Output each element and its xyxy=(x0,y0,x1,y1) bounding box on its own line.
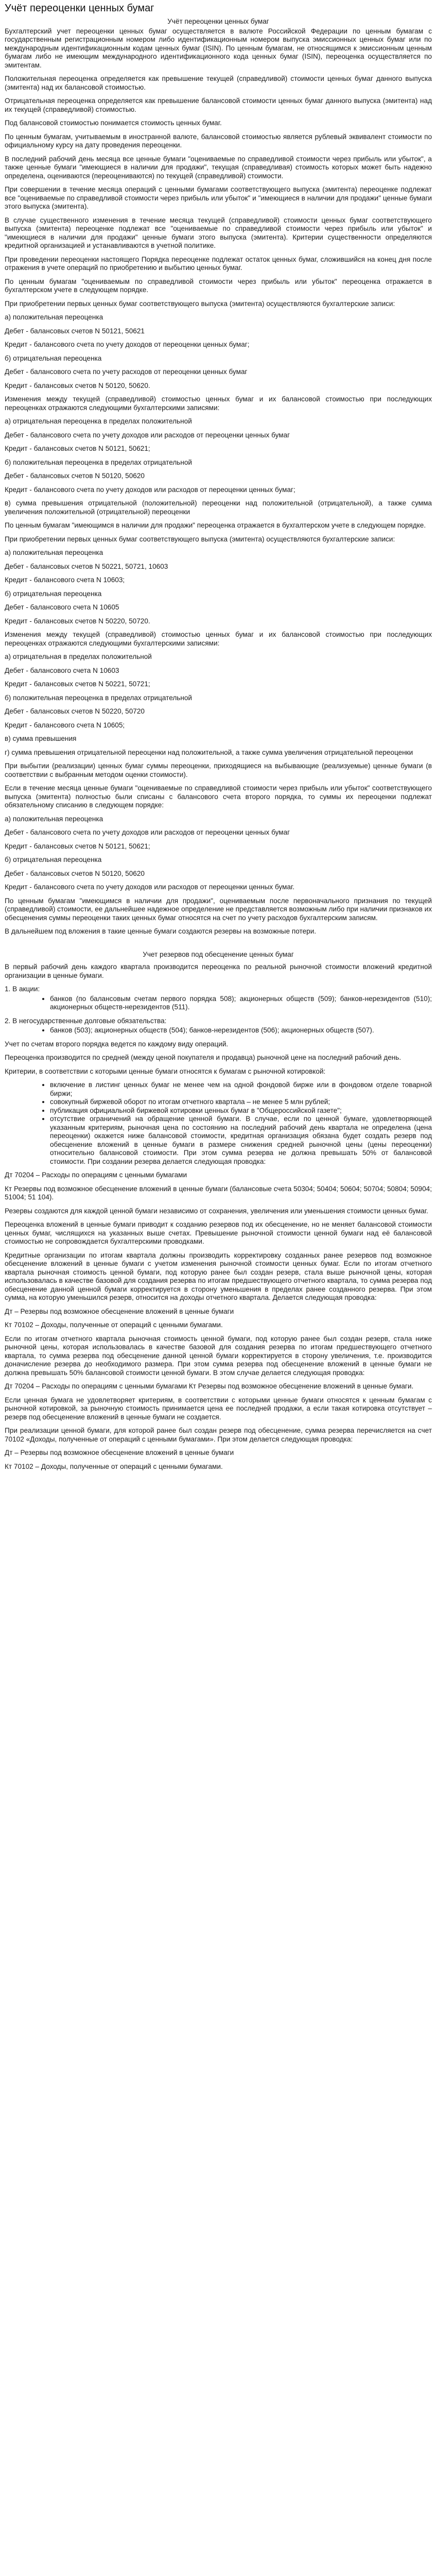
paragraph: Бухгалтерский учет переоценки ценных бумаг осуществляется в валюте Российской Федерации по ценным бумагам с государственным регистрационным номером либо идентификационным номером выпуска эмиссионных ценных бумаг или по международным идентификационным кодам ценных бумаг (ISIN). По ценным бумагам, не относящимся к эмиссионным ценным бумагам либо не имеющим международного идентификационного кода ценных бумаг (ISIN), переоценка осуществляется по эмитентам. xyxy=(5,27,432,69)
bullet-list xyxy=(5,1026,432,1035)
paragraph: Кт 70102 – Доходы, полученные от операций с ценными бумагами. xyxy=(5,1321,223,1329)
paragraph: Кредит - балансовых счетов N 50121, 50621; xyxy=(5,842,150,850)
paragraph: В первый рабочий день каждого квартала производится переоценка по реальной рыночной стоимости вложений кредитной организации в ценные бумаги. xyxy=(5,963,432,979)
paragraph: В случае существенного изменения в течение месяца текущей (справедливой) стоимости ценных бумаг соответствующего выпуска (эмитента) переоценке подлежат все "оцениваемые по справедливой стоимости через прибыль или убыток" и "имеющиеся в наличии для продажи" ценные бумаги этого выпуска (эмитента). Критерии существенности определяются кредитной организацией и устанавливаются в учетной политике. xyxy=(5,216,432,249)
paragraph: Учет по счетам второго порядка ведется по каждому виду операций. xyxy=(5,1040,229,1048)
list-item: • банков (по балансовым счетам первого порядка 508); акционерных обществ (509); банков-нерезидентов (510); акционерных обществ-нерезидентов (511). xyxy=(50,995,432,1012)
bullet-list xyxy=(5,995,432,1012)
paragraph: Кредит - балансовых счетов N 50121, 50621; xyxy=(5,445,150,452)
paragraph: Кредит - балансовых счетов N 50120, 50620. xyxy=(5,381,150,389)
paragraph: Кредит - балансового счета N 10605; xyxy=(5,721,125,729)
paragraph: Дебет - балансовых счетов N 50221, 50721, 10603 xyxy=(5,562,168,570)
paragraph: б) отрицательная переоценка xyxy=(5,354,102,362)
paragraph: При приобретении первых ценных бумаг соответствующего выпуска (эмитента) осуществляются бухгалтерские записи: xyxy=(5,299,395,308)
list-item: • публикация официальной биржевой котировки ценных бумаг в "Общероссийской газете"; xyxy=(50,1107,432,1115)
paragraph: а) положительная переоценка xyxy=(5,815,103,823)
paragraph: Дебет - балансового счета N 10603 xyxy=(5,666,119,674)
paragraph: Дт 70204 – Расходы по операциям с ценными бумагами xyxy=(5,1171,187,1179)
paragraph: Кредит - балансового счета по учету доходов от переоценки ценных бумаг; xyxy=(5,341,250,348)
paragraph: а) положительная переоценка xyxy=(5,313,103,321)
paragraph: По ценным бумагам, учитываемым в иностранной валюте, балансовой стоимостью является рублевый эквивалент стоимости по официальному курсу на дату проведения переоценки. xyxy=(5,132,432,149)
paragraph: По ценным бумагам "оцениваемым по справедливой стоимости через прибыль или убыток" переоценка отражается в бухгалтерском учете в следующем порядке. xyxy=(5,277,432,294)
paragraph: а) положительная переоценка xyxy=(5,549,103,556)
list-heading: 1. В акции: xyxy=(5,985,40,993)
paragraph: в) сумма превышения xyxy=(5,735,77,742)
document-subtitle: Учёт переоценки ценных бумаг xyxy=(167,18,269,25)
paragraph: Резервы создаются для каждой ценной бумаги независимо от сохранения, увеличения или уменьшения стоимости ценных бумаг. xyxy=(5,1207,428,1215)
paragraph: а) отрицательная переоценка в пределах положительной xyxy=(5,417,192,425)
paragraph: Дт – Резервы под возможное обесценение вложений в ценные бумаги xyxy=(5,1307,234,1315)
paragraph: Изменения между текущей (справедливой) стоимостью ценных бумаг и их балансовой стоимостью при последующих переоценках отражаются следующими бухгалтерскими записями: xyxy=(5,631,432,647)
paragraph: б) положительная переоценка в пределах отрицательной xyxy=(5,458,193,466)
paragraph: Переоценка производится по средней (между ценой покупателя и продавца) рыночной цене на последний рабочий день. xyxy=(5,1054,402,1061)
paragraph: При проведении переоценки настоящего Порядка переоценке подлежат остаток ценных бумаг, сложившийся на конец дня после отражения в учете операций по приобретению и выбытию ценных бумаг. xyxy=(5,255,432,272)
paragraph: Дебет - балансового счета по учету расходов от переоценки ценных бумаг xyxy=(5,368,248,376)
paragraph: При реализации ценной бумаги, для которой ранее был создан резерв под обесценение, сумма резерва перечисляется на счет 70102 «Доходы, полученные от операций с ценными бумагами». При этом делается следующая проводка: xyxy=(5,1427,432,1443)
paragraph: Дебет - балансовых счетов N 50121, 50621 xyxy=(5,327,145,335)
paragraph: Дебет - балансовых счетов N 50220, 50720 xyxy=(5,707,145,715)
list-item: • включение в листинг ценных бумаг не менее чем на одной фондовой бирже или в фондовом отделе товарной биржи; xyxy=(50,1081,432,1098)
list-item: • совокупный биржевой оборот по итогам отчетного квартала – не менее 5 млн рублей; xyxy=(50,1098,432,1107)
paragraph: Кредитные организации по итогам квартала должны производить корректировку созданных ранее резервов под возможное обесценение вложений в ценные бумаги с учетом изменения рыночной стоимости ценных бумаг. Если по итогам отчетного квартала рыночная стоимость ценной бумаги, под которую ранее был создан резерв, стала выше рыночной цены, которая использовалась в качестве базовой для создания резерва по итогам предшествующего отчетного квартала, то сумма резерва под обесценение данной ценной бумаги корректируется в сторону уменьшения в пределах ранее созданного резерва. При этом сумма, на которую уменьшился резерв, относится на доходы отчетного квартала. Делается следующая проводка: xyxy=(5,1251,432,1301)
list-item: • отсутствие ограничений на обращение ценной бумаги. В случае, если по ценной бумаге, удовлетворяющей указанным критериям, рыночная цена по состоянию на последний рабочий день квартала не определена (цена переоценки) окажется ниже балансовой стоимости, кредитная организация обязана будет создать резерв под обесценение вложений в ценные бумаги в размере снижения средней рыночной цены (цены переоценки) относительно балансовой стоимости. При этом сумма резерва не должна превышать 50% от балансовой стоимости. При создании резерва делается следующая проводка: xyxy=(50,1115,432,1166)
paragraph: Кредит - балансового счета N 10603; xyxy=(5,576,125,584)
paragraph: При совершении в течение месяца операций с ценными бумагами соответствующего выпуска (эмитента) переоценке подлежат все "оцениваемые по справедливой стоимости через прибыль или убыток" и "имеющиеся в наличии для продажи" ценные бумаги этого выпуска (эмитента). xyxy=(5,185,432,210)
paragraph: б) положительная переоценка в пределах отрицательной xyxy=(5,693,193,702)
bullet-list xyxy=(5,1081,432,1166)
paragraph: Положительная переоценка определяется как превышение текущей (справедливой) стоимости ценных бумаг данного выпуска (эмитента) над их балансовой стоимостью. xyxy=(5,75,432,91)
paragraph: Если ценная бумага не удовлетворяет критериям, в соответствии с которыми ценные бумаги относятся к ценным бумагам с рыночной котировкой, за рыночную стоимость принимается цена ее последней продажи, а если такая котировка отсутствует – резерв под обесценение вложений в ценные бумаги не создается. xyxy=(5,1396,432,1421)
paragraph: г) сумма превышения отрицательной переоценки над положительной, а также сумма увеличения отрицательной переоценки xyxy=(5,748,413,756)
paragraph: Дебет - балансового счета по учету доходов или расходов от переоценки ценных бумаг xyxy=(5,431,290,439)
paragraph: Дебет - балансового счета по учету доходов или расходов от переоценки ценных бумаг xyxy=(5,828,290,836)
paragraph: В последний рабочий день месяца все ценные бумаги "оцениваемые по справедливой стоимости через прибыль или убыток", а также ценные бумаги "имеющиеся в наличии для продажи", текущая (справедливая) стоимость которых может быть надежно определена, оцениваются (переоцениваются) по текущей (справедливой) стоимости. xyxy=(5,155,432,180)
paragraph: Кт 70102 – Доходы, полученные от операций с ценными бумагами. xyxy=(5,1462,223,1470)
paragraph: б) отрицательная переоценка xyxy=(5,589,102,598)
paragraph: Кредит - балансового счета по учету доходов или расходов от переоценки ценных бумаг; xyxy=(5,485,295,494)
paragraph: а) отрицательная в пределах положительной xyxy=(5,653,152,660)
paragraph: Кредит - балансового счета по учету доходов или расходов от переоценки ценных бумаг. xyxy=(5,883,295,891)
paragraph: Дт – Резервы под возможное обесценение вложений в ценные бумаги xyxy=(5,1449,234,1456)
paragraph: По ценным бумагам "имеющимся в наличии для продажи", оцениваемым после первоначального признания по текущей (справедливой) стоимости, ее дальнейшее надежное определение не представляется возможным либо при наличии признаков их обесценения суммы переоценки таких ценных бумаг относятся на счет по учету расходов бухгалтерским записям. xyxy=(5,896,432,922)
paragraph: Изменения между текущей (справедливой) стоимостью ценных бумаг и их балансовой стоимостью при последующих переоценках отражаются следующими бухгалтерскими записями: xyxy=(5,395,432,412)
paragraph: Переоценка вложений в ценные бумаги приводит к созданию резервов под их обесценение, но не меняет балансовой стоимости ценных бумаг, числящихся на указанных выше счетах. Превышение рыночной стоимости ценной бумаги над её балансовой стоимостью не сопровождается бухгалтерскими проводками. xyxy=(5,1221,432,1245)
paragraph: Если в течение месяца ценные бумаги "оцениваемые по справедливой стоимости через прибыль или убыток" соответствующего выпуска (эмитента) полностью были списаны с балансового счета второго порядка, то суммы их переоценки подлежат обязательному списанию в следующем порядке: xyxy=(5,784,432,809)
page-title: Учёт переоценки ценных бумаг xyxy=(5,3,154,14)
paragraph: В дальнейшем под вложения в такие ценные бумаги создаются резервы на возможные потери. xyxy=(5,927,317,935)
section-heading: Учет резервов под обесценение ценных бумаг xyxy=(143,950,294,958)
document-body xyxy=(5,27,432,1471)
paragraph: Дебет - балансового счета N 10605 xyxy=(5,603,119,611)
paragraph: Критерии, в соответствии с которыми ценные бумаги относятся к бумагам с рыночной котировкой: xyxy=(5,1067,326,1075)
paragraph: При выбытии (реализации) ценных бумаг суммы переоценки, приходящиеся на выбывающие (реализуемые) ценные бумаги (в соответствии с выбранным методом оценки стоимости). xyxy=(5,762,432,778)
paragraph: Дт 70204 – Расходы по операциям с ценными бумагами Кт Резервы под возможное обесценение вложений в ценные бумаги. xyxy=(5,1382,414,1390)
paragraph: При приобретении первых ценных бумаг соответствующего выпуска (эмитента) осуществляются бухгалтерские записи: xyxy=(5,535,395,543)
paragraph: в) сумма превышения отрицательной (положительной) переоценки над положительной (отрицательной), а также сумма увеличения положительной (отрицательной) переоценки xyxy=(5,499,432,516)
paragraph: Кт Резервы под возможное обесценение вложений в ценные бумаги (балансовые счета 50304; 50404; 50604; 50704; 50804; 50904; 51004; 51 104). xyxy=(5,1184,432,1201)
paragraph: По ценным бумагам "имеющимся в наличии для продажи" переоценка отражается в бухгалтерском учете в следующем порядке. xyxy=(5,521,426,529)
paragraph: б) отрицательная переоценка xyxy=(5,856,102,863)
paragraph: Кредит - балансовых счетов N 50221, 50721; xyxy=(5,680,150,688)
list-heading: 2. В негосударственные долговые обязательства: xyxy=(5,1016,167,1025)
paragraph: Дебет - балансовых счетов N 50120, 50620 xyxy=(5,869,145,877)
paragraph: Под балансовой стоимостью понимается стоимость ценных бумаг. xyxy=(5,119,222,127)
paragraph: Дебет - балансовых счетов N 50120, 50620 xyxy=(5,472,145,480)
paragraph: Кредит - балансовых счетов N 50220, 50720. xyxy=(5,617,150,625)
paragraph: Если по итогам отчетного квартала рыночная стоимость ценной бумаги, под которую ранее был создан резерв, стала ниже рыночной цены, которая использовалась в качестве базовой для создания резерва по итогам предшествующего отчетного квартала, то сумма резерва под обесценение данной ценной бумаги корректируется в сторону увеличения, т.е. производится доначисление резерва до необходимого размера. При этом сумма резерва под обесценение вложений в ценные бумаги не должна превышать 50% балансовой стоимости ценной бумаги. В этом случае делается следующая проводка: xyxy=(5,1334,432,1377)
list-item: • банков (503); акционерных обществ (504); банков-нерезидентов (506); акционерных обществ (507). xyxy=(50,1026,432,1035)
paragraph: Отрицательная переоценка определяется как превышение балансовой стоимости ценных бумаг данного выпуска (эмитента) над их текущей (справедливой) стоимостью. xyxy=(5,97,432,113)
